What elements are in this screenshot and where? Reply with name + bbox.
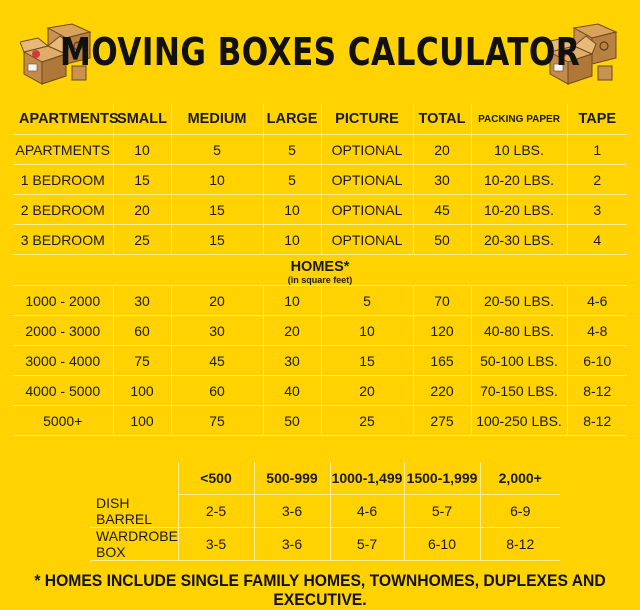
footnote: * HOMES INCLUDE SINGLE FAMILY HOMES, TOWNHOMES, DUPLEXES AND EXECUTIVE. [34,572,606,609]
table-cell: 10 [263,286,321,316]
table-cell: 20 [263,316,321,346]
table-cell: 100 [113,376,171,406]
table-row [13,225,627,255]
table-cell: 45 [171,346,263,376]
header-cell: 1500-1,999 [404,462,480,495]
table-cell: 30 [263,346,321,376]
table-cell: 10 [263,225,321,255]
table-cell: OPTIONAL [321,135,413,165]
table-cell: 6-10 [404,527,480,560]
table-cell: 15 [321,346,413,376]
table-cell: 10 [113,135,171,165]
table-cell: 15 [171,195,263,225]
table-cell: 15 [171,225,263,255]
table-row [90,527,560,560]
table-cell: 20 [413,135,471,165]
table-cell: 10 [321,316,413,346]
table-cell: 5 [171,135,263,165]
table-cell: 1 [567,135,627,165]
table-cell: 15 [113,165,171,195]
table-cell: OPTIONAL [321,165,413,195]
table-row [90,495,560,528]
table-cell: 5-7 [404,495,480,528]
table-cell: 25 [113,225,171,255]
table-cell: 70 [413,286,471,316]
header-cell: TAPE [567,104,627,135]
table-cell: 8-12 [567,406,627,436]
row-label: 2 BEDROOM [13,195,113,225]
table-cell: 100 [113,406,171,436]
table-cell: 30 [113,286,171,316]
table-cell: 60 [113,316,171,346]
row-label: 3 BEDROOM [13,225,113,255]
table-cell: 20 [171,286,263,316]
table-cell: 275 [413,406,471,436]
table-cell: 20-30 LBS. [471,225,567,255]
table-row [13,286,627,316]
row-label: WARDROBE BOX [90,527,178,560]
table-cell: 40 [263,376,321,406]
table-cell: 20 [321,376,413,406]
table-cell: 10-20 LBS. [471,195,567,225]
table-cell: 10 [171,165,263,195]
table-cell: 10-20 LBS. [471,165,567,195]
row-label: 3000 - 4000 [13,346,113,376]
table-cell: 50-100 LBS. [471,346,567,376]
table-cell: 100-250 LBS. [471,406,567,436]
table-cell: 50 [263,406,321,436]
header-cell: PACKING PAPER [471,104,567,135]
header-cell: APARTMENTS [13,104,113,135]
table-row [13,135,627,165]
header-cell: 1000-1,499 [330,462,404,495]
row-label: 1 BEDROOM [13,165,113,195]
table-cell: 30 [171,316,263,346]
table-cell: 8-12 [480,527,560,560]
table-cell: 3-6 [254,527,330,560]
row-label: 2000 - 3000 [13,316,113,346]
table-cell: 2-5 [178,495,254,528]
table-cell: 75 [113,346,171,376]
table-cell: OPTIONAL [321,225,413,255]
table-cell: 20-50 LBS. [471,286,567,316]
page-title: MOVING BOXES CALCULATOR [59,30,581,74]
header-cell: LARGE [263,104,321,135]
homes-sublabel: (in square feet) [287,275,353,285]
table-cell: 40-80 LBS. [471,316,567,346]
table-cell: OPTIONAL [321,195,413,225]
table-cell: 10 [263,195,321,225]
table-cell: 3 [567,195,627,225]
table-cell: 2 [567,165,627,195]
table-cell: 4-6 [330,495,404,528]
header-cell: <500 [178,462,254,495]
extra-boxes-table [90,462,560,561]
table-row [13,195,627,225]
table-cell: 10 LBS. [471,135,567,165]
table-row [13,376,627,406]
table-cell: 4-6 [567,286,627,316]
table-cell: 220 [413,376,471,406]
homes-section-header [13,255,627,286]
table-cell: 6-9 [480,495,560,528]
table-cell: 4-8 [567,316,627,346]
header-row [13,104,627,135]
homes-label: HOMES* [290,259,350,275]
table-row [13,316,627,346]
table-cell: 8-12 [567,376,627,406]
table-cell: 4 [567,225,627,255]
boxes-table [13,104,627,436]
table-cell: 5-7 [330,527,404,560]
header-cell [90,462,178,495]
table-cell: 3-5 [178,527,254,560]
table-cell: 5 [263,135,321,165]
table-row [13,165,627,195]
table-cell: 25 [321,406,413,436]
table-cell: 20 [113,195,171,225]
table-cell: 30 [413,165,471,195]
extra-header-row [90,462,560,495]
table-cell: 5 [263,165,321,195]
table-cell: 165 [413,346,471,376]
table-cell: 5 [321,286,413,316]
table-row [13,406,627,436]
row-label: APARTMENTS [13,135,113,165]
header-cell: PICTURE [321,104,413,135]
table-cell: 70-150 LBS. [471,376,567,406]
header-cell: 2,000+ [480,462,560,495]
table-cell: 50 [413,225,471,255]
header-cell: MEDIUM [171,104,263,135]
table-cell: 60 [171,376,263,406]
row-label: DISH BARREL [90,495,178,528]
table-cell: 120 [413,316,471,346]
table-row [13,346,627,376]
table-cell: 6-10 [567,346,627,376]
table-cell: 75 [171,406,263,436]
header-cell: TOTAL [413,104,471,135]
row-label: 1000 - 2000 [13,286,113,316]
row-label: 5000+ [13,406,113,436]
row-label: 4000 - 5000 [13,376,113,406]
table-cell: 3-6 [254,495,330,528]
table-cell: 45 [413,195,471,225]
header-cell: SMALL [113,104,171,135]
header-cell: 500-999 [254,462,330,495]
